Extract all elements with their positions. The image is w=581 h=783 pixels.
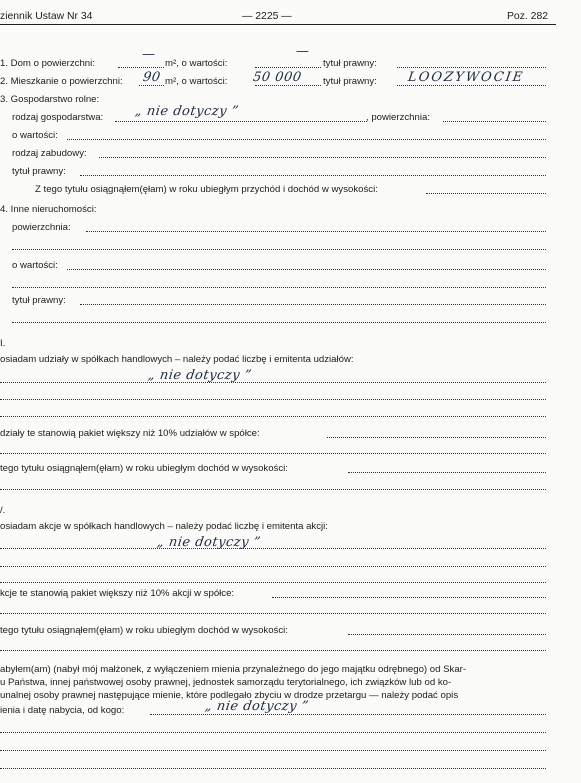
shares-block-field[interactable]: [327, 437, 546, 438]
other-worth-label: o wartości:: [12, 260, 58, 271]
acquisition-line-3: unalnej osoby prawnej następujące mienie, które podlegało zbyciu w drodze przetargu — należy podać opis: [0, 690, 459, 701]
other-property-label: 4. Inne nieruchomości:: [0, 204, 97, 215]
shares-block-field-2[interactable]: [0, 453, 546, 454]
other-title-label: tytuł prawny:: [12, 295, 66, 306]
apartment-worth-value: 50 000: [251, 70, 303, 85]
other-title-field-2[interactable]: [12, 322, 546, 323]
apartment-title-value: LOOZYWOCIE: [406, 70, 526, 85]
other-worth-field-2[interactable]: [12, 287, 546, 288]
acquisition-field-2[interactable]: [0, 732, 546, 733]
farm-worth-field[interactable]: [67, 139, 546, 140]
other-area-field[interactable]: [86, 231, 546, 232]
stocks-block-field[interactable]: [272, 597, 546, 598]
farm-buildings-field[interactable]: [99, 157, 546, 158]
farm-label: 3. Gospodarstwo rolne:: [0, 94, 100, 105]
shares-block-label: działy te stanowią pakiet większy niż 10% udziałów w spółce:: [0, 428, 260, 439]
stocks-label: osiadam akcje w spółkach handlowych – należy podać liczbę i emitenta akcji:: [0, 521, 328, 532]
acquisition-line-4: ienia i datę nabycia, od kogo:: [0, 705, 125, 716]
farm-area-field[interactable]: [443, 121, 546, 122]
house-title-label: tytuł prawny:: [323, 58, 377, 69]
stocks-field-3[interactable]: [0, 582, 546, 583]
shares-field-2[interactable]: [0, 399, 546, 400]
page-number: — 2225 —: [242, 11, 292, 22]
stocks-income-field-2[interactable]: [0, 650, 546, 651]
apartment-title-field[interactable]: [397, 85, 546, 86]
house-title-field[interactable]: [397, 67, 546, 68]
farm-income-label: Z tego tytułu osiągnąłem(ęłam) w roku ubiegłym przychód i dochód w wysokości:: [35, 184, 378, 195]
house-label: 1. Dom o powierzchni:: [0, 58, 95, 69]
apartment-area-field[interactable]: [139, 85, 164, 86]
position-number: Poz. 282: [507, 11, 549, 22]
journal-title: ziennik Ustaw Nr 34: [0, 11, 93, 22]
stocks-block-label: kcje te stanowią pakiet większy niż 10% akcji w spółce:: [0, 588, 235, 599]
section-iii-numeral: I.: [0, 338, 6, 349]
acquisition-field-3[interactable]: [0, 750, 546, 751]
stocks-income-label: tego tytułu osiągnąłem(ęłam) w roku ubiegłym dochód w wysokości:: [0, 625, 288, 636]
shares-value: „ nie dotyczy ”: [146, 368, 253, 383]
farm-type-field[interactable]: [115, 121, 367, 122]
house-m2-label: m², o wartości:: [165, 58, 228, 69]
farm-title-label: tytuł prawny:: [12, 166, 66, 177]
shares-label: osiadam udziały w spółkach handlowych – należy podać liczbę i emitenta udziałów:: [0, 354, 354, 365]
other-area-label: powierzchnia:: [12, 222, 71, 233]
farm-area-label: , powierzchnia:: [366, 112, 430, 123]
house-worth-field[interactable]: [255, 67, 321, 68]
apartment-label: 2. Mieszkanie o powierzchni:: [0, 76, 123, 87]
acquisition-line-1: abyłem(am) (nabył mój małżonek, z wyłączeniem mienia przynależnego do jego majątku odrębnego) od Skar-: [0, 664, 467, 675]
acquisition-line-2: u Państwa, innej państwowej osoby prawnej, jednostek samorządu terytorialnego, ich związków lub od ko-: [0, 677, 452, 688]
stocks-block-field-2[interactable]: [0, 613, 546, 614]
house-area-field[interactable]: [118, 67, 164, 68]
header-rule: [0, 24, 556, 25]
apartment-title-label: tytuł prawny:: [323, 76, 377, 87]
other-worth-field[interactable]: [67, 269, 546, 270]
apartment-area-value: 90: [141, 70, 162, 85]
other-title-field[interactable]: [80, 304, 546, 305]
shares-income-field[interactable]: [348, 472, 546, 473]
shares-field-1[interactable]: [0, 382, 546, 383]
farm-buildings-label: rodzaj zabudowy:: [12, 148, 87, 159]
stocks-field-2[interactable]: [0, 566, 546, 567]
apartment-m2-label: m², o wartości:: [165, 76, 228, 87]
shares-income-label: tego tytułu osiągnąłem(ęłam) w roku ubiegłym dochód w wysokości:: [0, 463, 288, 474]
farm-income-field[interactable]: [426, 193, 546, 194]
acquisition-value: „ nie dotyczy ”: [203, 699, 310, 714]
stocks-value: „ nie dotyczy ”: [155, 535, 262, 550]
other-area-field-2[interactable]: [12, 249, 546, 250]
apartment-worth-field[interactable]: [255, 85, 321, 86]
farm-type-value: „ nie dotyczy ”: [133, 104, 240, 119]
acquisition-field-1[interactable]: [150, 714, 546, 715]
shares-income-field-2[interactable]: [0, 489, 546, 490]
house-area-value: —: [140, 47, 157, 62]
acquisition-field-4[interactable]: [0, 768, 546, 769]
farm-worth-label: o wartości:: [12, 130, 58, 141]
stocks-field-1[interactable]: [0, 548, 546, 549]
section-iv-numeral: /.: [0, 505, 6, 516]
stocks-income-field[interactable]: [348, 634, 546, 635]
house-worth-value: —: [294, 44, 311, 59]
farm-title-field[interactable]: [80, 175, 546, 176]
farm-type-label: rodzaj gospodarstwa:: [12, 112, 104, 123]
shares-field-3[interactable]: [0, 416, 546, 417]
